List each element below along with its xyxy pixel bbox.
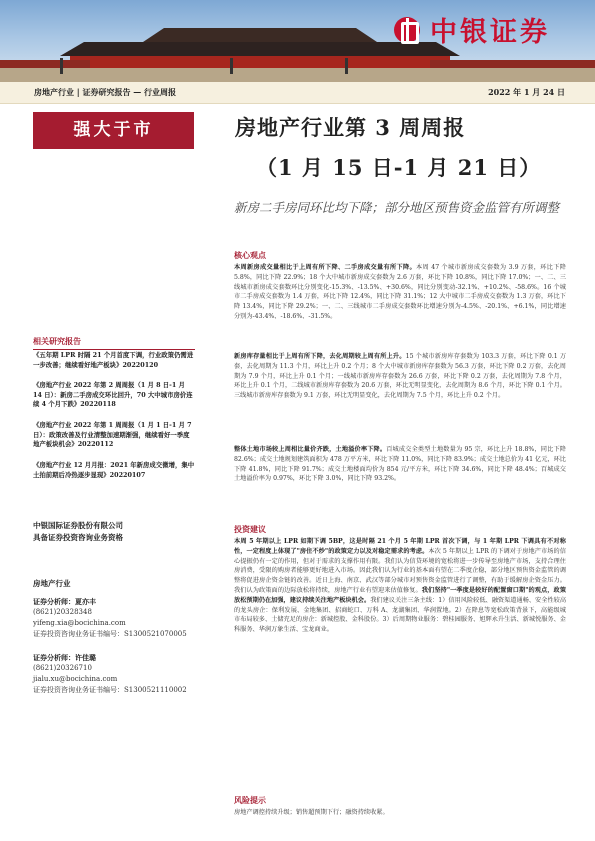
company-name: 中银国际证券股份有限公司 xyxy=(33,521,123,530)
analyst-card xyxy=(33,596,203,640)
risk-text: 房地产调控持续升级；销售超预期下行；融资持续收紧。 xyxy=(234,809,389,816)
investment-paragraph xyxy=(234,537,566,635)
related-report-item[interactable]: 《房地产行业 2022 年第 2 周周报（1 月 8 日-1 月 14 日）：新房二手房成交环比回升，70 大中城市房价连续 4 个月下跌》20220118 xyxy=(33,381,193,408)
core-paragraph-transactions xyxy=(234,263,566,322)
section-heading-core-views: 核心观点 xyxy=(234,250,266,260)
report-title-period: （1 月 15 日-1 月 21 日） xyxy=(256,155,542,180)
sector-label: 房地产行业 xyxy=(33,579,71,588)
related-report-item[interactable]: 《五年期 LPR 时隔 21 个月首度下调，行业政策仍需进一步改善；继续看好地产板块》20220120 xyxy=(33,351,194,369)
analyst-email[interactable]: jialu.xu@bocichina.com xyxy=(33,675,118,683)
analyst-cert: 证券投资咨询业务证书编号：S1300521070005 xyxy=(33,630,187,638)
core-p2-text: 15 个城市新房库存套数为 103.3 万套，环比下降 0.1 万套，去化周期为 11.3 个月，环比上升 0.2 个月；8 个大中城市新房库存套数为 56.3 万套，环比下降 0.2 万套，去化周期为 7.9 个月，环比上升 0.1 个月；一线城市新房库存套数为 26.6 万套，环比下降 0.2 万套，去化周期为 7.8 个月，环比上升 0.1 个月，二线城市新房库存套数为 20.6 万套，环比无明显变化，去化周期为 8.6 个月，环比下降 0.1 个月。三线城市新房库存套数为 9.1 万套，环比无明显变化，去化周期为 7.5 个月，环比上升 0.2 个月。 xyxy=(234,353,567,400)
section-heading-risk: 风险提示 xyxy=(234,795,266,805)
analyst-cert: 证券投资咨询业务证书编号：S1300521110002 xyxy=(33,686,187,694)
breadcrumb-bar xyxy=(0,82,595,104)
invest-p2-lead: 我们坚持"一季度是较好的配置窗口期"的观点，政策放松预期仍在加强，建议持续关注地产板块机会。 xyxy=(234,586,567,604)
related-report-item[interactable]: 《房地产行业 2022 年第 1 周周报（1 月 1 日-1 月 7 日）：政策改善及行业清整加速期渐强，继续看好一季度地产板块机会》20220112 xyxy=(33,421,192,448)
invest-p1-text: 本次 5 年期以上 LPR 的下调对于房地产市场的信心提振仍有一定的作用，但对于需求的支撑作用有限。我们认为信贷环境的宽松将进一步传导至房地产市场，支持合理住房消费，受限的购房者能够更好地进入市场。因此我们认为行业的基本面有望在二季度企稳，部分地区预售资金监管的调整将促进房企资金链的改善。近日上海、南京、武汉等部分城市对预售资金监管进行了调整，有助于缓解房企资金压力。我们认为政策面的边际放松将持续，房地产行业有望迎来估值修复。 xyxy=(234,547,566,594)
core-p2-lead: 新房库存量相比于上周有所下降，去化周期较上周有所上升。 xyxy=(234,353,406,360)
palace-wall xyxy=(70,56,450,68)
core-p1-lead: 本周新房成交量相比于上周有所下降、二手房成交量有所下降。 xyxy=(234,264,416,271)
report-title: 房地产行业第 3 周周报 xyxy=(235,115,466,140)
report-date: 2022 年 1 月 24 日 xyxy=(488,87,565,97)
company-info xyxy=(33,520,195,544)
related-reports-heading: 相关研究报告 xyxy=(33,336,195,350)
core-paragraph-land xyxy=(234,445,566,484)
core-paragraph-inventory xyxy=(234,352,566,401)
related-report-item[interactable]: 《房地产行业 12 月月报：2021 年新房成交微增，集中土拍前期后冷热逐步显现》20220107 xyxy=(33,461,195,479)
invest-p1-lead: 本周 5 年期以上 LPR 如期下调 5BP，这是时隔 21 个月 5 年期 LPR 首次下调，与 1 年期 LPR 下调具有不对称性，一定程度上体现了"房住不炒"的政策定力以及对稳定需求的考虑。 xyxy=(234,538,566,555)
brand-logo xyxy=(394,10,550,49)
analyst-phone: (8621)20326710 xyxy=(33,664,92,672)
breadcrumb: 房地产行业 | 证券研究报告 — 行业周报 xyxy=(34,87,177,97)
analyst-card xyxy=(33,652,203,696)
core-p1-text: 本周 47 个城市新房成交套数为 3.9 万套，环比下降 5.8%，同比下降 22.9%；18 个大中城市新房成交套数为 2.6 万套，环比下降 10.8%，同比下降 17.0%；一、二、三线城市新房成交套数环比分别变化-15.3%、-13.5%、+30.6%，同比分别变动-32.1%、+10.2%、-58.6%。16 个城市二手房成交套数为 1.4 万套，环比下降 12.4%，同比下降 31.1%；12 大中城市二手房成交套数为 1.3 万套，环比下降 13.4%，同比下降 29.2%；一、二、三线城市二手房成交套数环比增速分别为-4.5%、-20.1%、+6.1%，同比增速分别为-43.4%、-18.6%、-31.5%。 xyxy=(234,264,566,320)
analyst-name: 证券分析师：夏亦丰 xyxy=(33,597,96,606)
analyst-name: 证券分析师：许佳璐 xyxy=(33,653,96,662)
company-license: 具备证券投资咨询业务资格 xyxy=(33,533,123,542)
palace-roof-back xyxy=(140,28,380,44)
report-subtitle: 新房二手房同环比均下降；部分地区预售资金监管有所调整 xyxy=(234,200,560,215)
lamp-post xyxy=(345,58,348,74)
palace-ground xyxy=(0,68,595,82)
rating-badge: 强大于市 xyxy=(33,112,194,149)
header-banner xyxy=(0,0,595,82)
section-heading-investment: 投资建议 xyxy=(234,524,266,534)
bank-logo-icon xyxy=(394,17,420,43)
lamp-post xyxy=(60,58,63,74)
core-p3-text: 百城成交全类型土地数量为 95 宗，环比上升 18.8%，同比下降 82.6%；成交土地规划建筑面积为 478 万平方米，环比下降 11.0%，同比下降 83.9%；成交土地总价为 41 亿元，环比下降 41.8%，同比下降 91.7%；成交土地楼面均价为 854 元/平方米，环比下降 34.6%，同比下降 48.4%；百城成交土地溢价率为 0.97%，环比下降 3.0%，同比下降 93.2%。 xyxy=(234,446,566,483)
invest-p2-text: 我们建议关注三条主线：1）信用风险较低、融资渠道通畅、安全性较高的龙头房企：保利发展、金地集团、招商蛇口、万科 A、龙湖集团、华润置地。2）在降息等宽松政策背景下，高能级城市布局较多、土储充足的房企：新城控股、金科股份。3）后周期物业服务：碧桂园服务、旭辉永升生活、新城悦服务、金科服务、华润万象生活、宝龙商业。 xyxy=(234,596,567,634)
core-p3-lead: 整体土地市场较上周相比量价齐跌，土地溢价率下降。 xyxy=(234,446,387,453)
brand-name: 中银证券 xyxy=(430,17,550,48)
analyst-email[interactable]: yifeng.xia@bocichina.com xyxy=(33,619,126,627)
analyst-phone: (8621)20328348 xyxy=(33,608,92,616)
lamp-post xyxy=(230,58,233,74)
